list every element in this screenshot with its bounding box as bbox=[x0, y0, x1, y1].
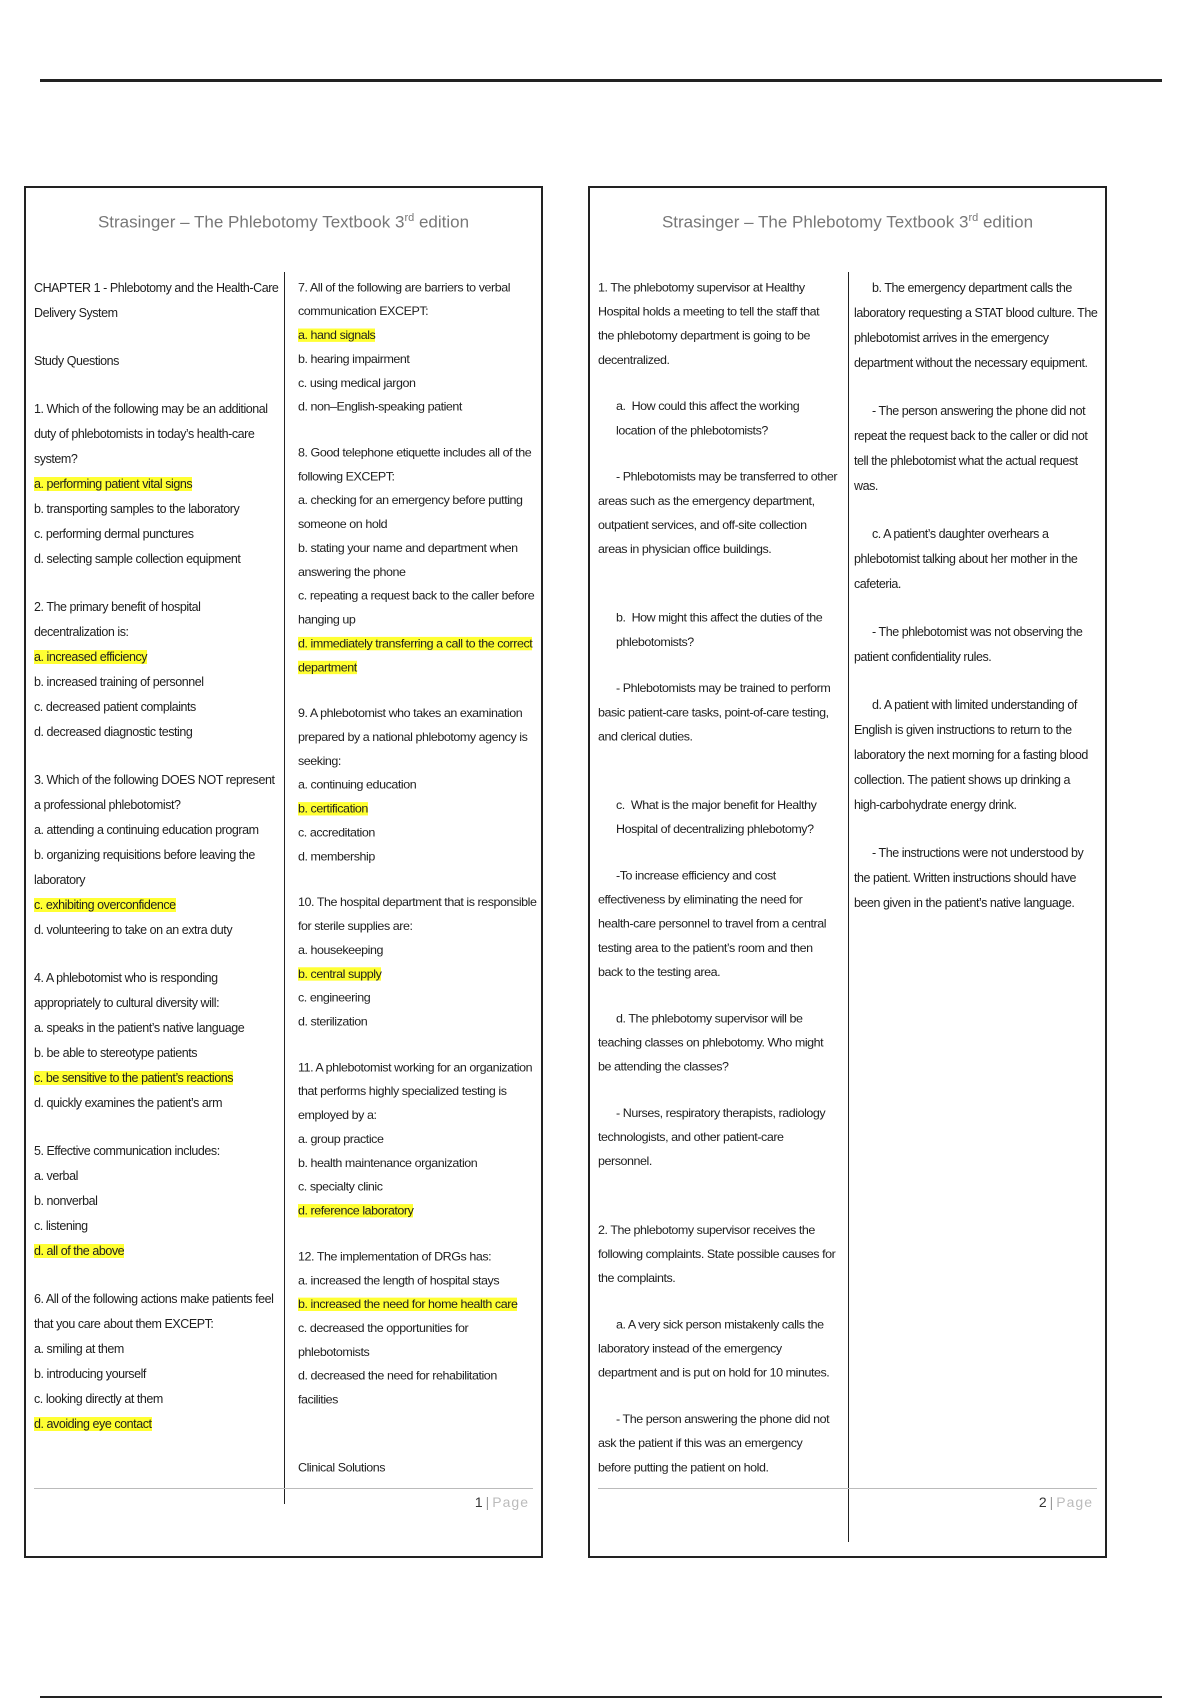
scenario-1b bbox=[598, 606, 838, 654]
answer-highlight: b. certification bbox=[298, 802, 368, 816]
option: b. transporting samples to the laboratory bbox=[34, 502, 240, 516]
chapter-title: CHAPTER 1 - Phlebotomy and the Health-Care Delivery System bbox=[34, 281, 279, 320]
page-word: Page bbox=[1056, 1494, 1093, 1510]
page-number: 1 | Page bbox=[474, 1494, 529, 1510]
column-left bbox=[598, 276, 838, 1480]
clinical-solutions-heading: Clinical Solutions bbox=[298, 1460, 386, 1475]
scenario-1a-answer: - Phlebotomists may be transferred to other areas such as the emergency department, outpatient services, and off-site collection areas in physician office buildings. bbox=[598, 470, 838, 556]
option: d. membership bbox=[298, 849, 375, 864]
scenario-1d: d. The phlebotomy supervisor will be teaching classes on phlebotomy. Who might be attending the classes? bbox=[598, 1011, 824, 1074]
column-right bbox=[854, 276, 1098, 916]
option: c. using medical jargon bbox=[298, 376, 416, 390]
answer-highlight: a. performing patient vital signs bbox=[34, 477, 193, 491]
option: b. increased training of personnel bbox=[34, 675, 204, 689]
option: b. nonverbal bbox=[34, 1194, 98, 1208]
option: b. health maintenance organization bbox=[298, 1156, 478, 1170]
question-10: 10. The hospital department that is responsible for sterile supplies are: bbox=[298, 895, 537, 933]
option: b. introducing yourself bbox=[34, 1367, 146, 1381]
item-label: b. bbox=[616, 611, 626, 625]
scenario-2b: b. The emergency department calls the laboratory requesting a STAT blood culture. The phlebotomist arrives in the emergency department without the necessary equipment. bbox=[854, 281, 1098, 370]
answer-highlight: c. exhibiting overconfidence bbox=[34, 898, 176, 912]
page-number-value: 1 bbox=[474, 1494, 483, 1510]
document-page-1 bbox=[24, 186, 543, 1558]
option: c. specialty clinic bbox=[298, 1180, 383, 1194]
option: d. sterilization bbox=[298, 1015, 368, 1029]
option: c. engineering bbox=[298, 991, 371, 1005]
question-9: 9. A phlebotomist who takes an examination prepared by a national phlebotomy agency is seeking: bbox=[298, 706, 528, 768]
option: a. checking for an emergency before putting someone on hold bbox=[298, 493, 523, 531]
scenario-2: 2. The phlebotomy supervisor receives the following complaints. State possible causes for the complaints. bbox=[598, 1223, 836, 1285]
top-rule bbox=[40, 79, 1162, 82]
option: d. selecting sample collection equipment bbox=[34, 552, 241, 566]
answer-highlight: b. increased the need for home health care bbox=[298, 1297, 518, 1312]
option: a. attending a continuing education program bbox=[34, 823, 259, 837]
footer-rule bbox=[598, 1488, 1097, 1489]
page-word: Page bbox=[492, 1494, 529, 1510]
item-text: What is the major benefit for Healthy Hospital of decentralizing phlebotomy? bbox=[616, 798, 817, 836]
page-header bbox=[590, 212, 1105, 233]
scenario-1d-answer: - Nurses, respiratory therapists, radiology technologists, and other patient-care personnel. bbox=[598, 1106, 826, 1169]
option: a. housekeeping bbox=[298, 943, 383, 957]
option: b. hearing impairment bbox=[298, 352, 410, 366]
option: a. verbal bbox=[34, 1169, 78, 1183]
scenario-1: 1. The phlebotomy supervisor at Healthy Hospital holds a meeting to tell the staff that the phlebotomy department is going to be decentralized. bbox=[598, 280, 820, 367]
footer-rule bbox=[34, 1488, 533, 1489]
question-4: 4. A phlebotomist who is responding appropriately to cultural diversity will: bbox=[34, 971, 220, 1010]
document-page-2 bbox=[588, 186, 1107, 1558]
item-label: c. bbox=[616, 798, 625, 812]
option: d. quickly examines the patient’s arm bbox=[34, 1096, 223, 1110]
question-7: 7. All of the following are barriers to verbal communication EXCEPT: bbox=[298, 280, 511, 319]
item-text: How might this affect the duties of the phlebotomists? bbox=[616, 611, 823, 649]
scenario-2d: d. A patient with limited understanding of English is given instructions to return to the laboratory the next morning for a fasting blood collection. The patient shows up drinking a high-carbohydrate energy drink. bbox=[854, 698, 1088, 812]
column-divider bbox=[284, 272, 285, 1504]
option: c. listening bbox=[34, 1219, 88, 1233]
option: c. accreditation bbox=[298, 825, 375, 840]
column-right bbox=[298, 276, 538, 1480]
header-title-tail: edition bbox=[414, 212, 470, 232]
option: d. decreased diagnostic testing bbox=[34, 725, 193, 739]
option: c. looking directly at them bbox=[34, 1392, 163, 1406]
question-3: 3. Which of the following DOES NOT represent a professional phlebotomist? bbox=[34, 773, 275, 812]
option: c. repeating a request back to the caller before hanging up bbox=[298, 589, 535, 627]
option: c. performing dermal punctures bbox=[34, 527, 194, 541]
option: b. organizing requisitions before leaving the laboratory bbox=[34, 848, 255, 887]
scenario-2c: c. A patient’s daughter overhears a phlebotomist talking about her mother in the cafeteria. bbox=[854, 527, 1078, 591]
question-2: 2. The primary benefit of hospital decentralization is: bbox=[34, 600, 201, 639]
page-number: 2 | Page bbox=[1038, 1494, 1093, 1510]
option: b. be able to stereotype patients bbox=[34, 1046, 198, 1060]
column-divider bbox=[848, 272, 849, 1542]
scenario-2d-answer: - The instructions were not understood by the patient. Written instructions should have been given in the patient’s native language. bbox=[854, 846, 1084, 910]
item-label: a. bbox=[616, 399, 626, 414]
answer-highlight: d. reference laboratory bbox=[298, 1204, 414, 1218]
header-title: Strasinger – The Phlebotomy Textbook 3 bbox=[97, 212, 405, 232]
study-questions-heading: Study Questions bbox=[34, 354, 119, 368]
page-header bbox=[26, 212, 541, 233]
answer-highlight: d. avoiding eye contact bbox=[34, 1417, 152, 1431]
answer-highlight: d. immediately transferring a call to the correct department bbox=[298, 636, 533, 675]
header-superscript: rd bbox=[968, 212, 979, 224]
question-8: 8. Good telephone etiquette includes all of the following EXCEPT: bbox=[298, 445, 532, 484]
option: d. volunteering to take on an extra duty bbox=[34, 923, 233, 937]
question-1: 1. Which of the following may be an additional duty of phlebotomists in today’s health-care system? bbox=[34, 402, 268, 466]
scenario-1a bbox=[598, 395, 838, 443]
option: a. increased the length of hospital stays bbox=[298, 1273, 500, 1288]
scenario-2b-answer: - The person answering the phone did not repeat the request back to the caller or did not tell the phlebotomist what the actual request was. bbox=[854, 404, 1088, 493]
option: d. non–English-speaking patient bbox=[298, 400, 462, 414]
answer-highlight: b. central supply bbox=[298, 967, 382, 981]
question-6: 6. All of the following actions make patients feel that you care about them EXCEPT: bbox=[34, 1292, 274, 1331]
scenario-2a-answer: - The person answering the phone did not ask the patient if this was an emergency before putting the patient on hold. bbox=[598, 1412, 830, 1475]
bottom-rule bbox=[40, 1696, 1162, 1698]
scenario-1c bbox=[598, 794, 838, 842]
answer-highlight: d. all of the above bbox=[34, 1244, 125, 1258]
option: a. speaks in the patient’s native language bbox=[34, 1021, 245, 1035]
item-text: How could this affect the working location of the phlebotomists? bbox=[616, 399, 800, 438]
answer-highlight: c. be sensitive to the patient’s reactions bbox=[34, 1071, 234, 1085]
header-title: Strasinger – The Phlebotomy Textbook 3 bbox=[661, 212, 969, 232]
option: c. decreased patient complaints bbox=[34, 700, 196, 714]
scenario-1b-answer: - Phlebotomists may be trained to perform basic patient-care tasks, point-of-care testing, and clerical duties. bbox=[598, 681, 831, 744]
scenario-2a: a. A very sick person mistakenly calls the laboratory instead of the emergency department and is put on hold for 10 minutes. bbox=[598, 1317, 830, 1380]
scenario-2c-answer: - The phlebotomist was not observing the patient confidentiality rules. bbox=[854, 625, 1083, 664]
option: d. decreased the need for rehabilitation facilities bbox=[298, 1369, 497, 1407]
question-11: 11. A phlebotomist working for an organization that performs highly specialized testing is employed by a: bbox=[298, 1060, 533, 1122]
column-left bbox=[34, 276, 282, 1437]
answer-highlight: a. increased efficiency bbox=[34, 650, 148, 664]
option: c. decreased the opportunities for phlebotomists bbox=[298, 1321, 469, 1359]
page-number-value: 2 bbox=[1038, 1494, 1047, 1510]
option: b. stating your name and department when answering the phone bbox=[298, 541, 518, 579]
question-12: 12. The implementation of DRGs has: bbox=[298, 1249, 492, 1264]
question-5: 5. Effective communication includes: bbox=[34, 1144, 220, 1158]
scenario-1c-answer: -To increase efficiency and cost effectiveness by eliminating the need for health-care personnel to travel from a central testing area to the patient’s room and then back to the testing area. bbox=[598, 868, 827, 979]
option: a. smiling at them bbox=[34, 1342, 124, 1356]
option: a. group practice bbox=[298, 1132, 384, 1146]
header-superscript: rd bbox=[404, 212, 415, 224]
header-title-tail: edition bbox=[978, 212, 1034, 232]
answer-highlight: a. hand signals bbox=[298, 328, 376, 342]
option: a. continuing education bbox=[298, 778, 417, 792]
